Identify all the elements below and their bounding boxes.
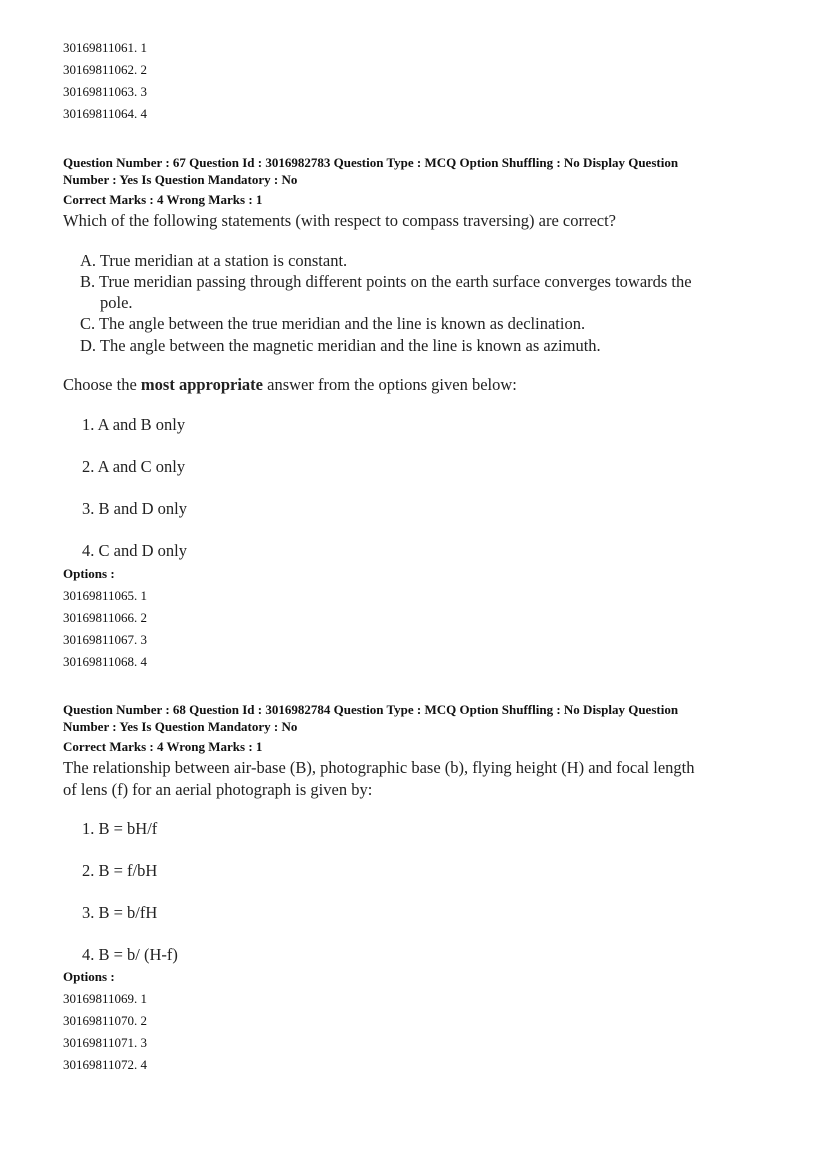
prev-option-2: 30169811062. 2 [63,62,148,77]
q68-option-1: 30169811069. 1 [63,991,148,1006]
q67-statement-c: C. The angle between the true meridian and the line is known as declination. [80,314,586,333]
q67-choice-3: 3. B and D only [82,499,187,518]
q67-option-3: 30169811067. 3 [63,632,148,647]
q68-option-3: 30169811071. 3 [63,1035,148,1050]
q67-instruction-post: answer from the options given below: [263,375,517,394]
q67-choice-1: 1. A and B only [82,415,186,434]
q67-instruction-bold: most appropriate [140,375,263,394]
q67-option-1: 30169811065. 1 [63,588,148,603]
q67-option-2: 30169811066. 2 [63,610,148,625]
q67-option-4: 30169811068. 4 [63,654,148,669]
q68-meta-line1: Question Number : 68 Question Id : 3016982784 Question Type : MCQ Option Shuffling : No Display Question [63,702,679,717]
q67-statement-b: B. True meridian passing through different points on the earth surface converges towards the [80,272,692,291]
q67-statement-b-cont: pole. [100,293,133,312]
q67-options-label: Options : [63,566,115,581]
q68-option-4: 30169811072. 4 [63,1057,148,1072]
q68-question-line1: The relationship between air-base (B), photographic base (b), flying height (H) and focal length [63,758,695,777]
q68-options-label: Options : [63,969,115,984]
q67-instruction [63,374,517,395]
q68-choice-1: 1. B = bH/f [82,819,158,838]
q68-marks: Correct Marks : 4 Wrong Marks : 1 [63,739,263,754]
q68-choice-2: 2. B = f/bH [82,861,158,880]
q68-question-line2: of lens (f) for an aerial photograph is given by: [63,780,373,799]
q67-statement-a: A. True meridian at a station is constant. [80,251,348,270]
prev-option-4: 30169811064. 4 [63,106,148,121]
prev-option-1: 30169811061. 1 [63,40,148,55]
q67-question-text: Which of the following statements (with respect to compass traversing) are correct? [63,211,617,230]
q67-meta-line2: Number : Yes Is Question Mandatory : No [63,172,298,187]
q67-meta-line1: Question Number : 67 Question Id : 3016982783 Question Type : MCQ Option Shuffling : No Display Question [63,155,679,170]
prev-option-3: 30169811063. 3 [63,84,148,99]
q67-marks: Correct Marks : 4 Wrong Marks : 1 [63,192,263,207]
q67-choice-2: 2. A and C only [82,457,186,476]
q68-option-2: 30169811070. 2 [63,1013,148,1028]
q68-choice-4: 4. B = b/ (H-f) [82,945,178,964]
q67-instruction-pre: Choose the [63,375,141,394]
q68-choice-3: 3. B = b/fH [82,903,158,922]
q67-statement-d: D. The angle between the magnetic meridian and the line is known as azimuth. [80,336,601,355]
q67-choice-4: 4. C and D only [82,541,187,560]
q68-meta-line2: Number : Yes Is Question Mandatory : No [63,719,298,734]
